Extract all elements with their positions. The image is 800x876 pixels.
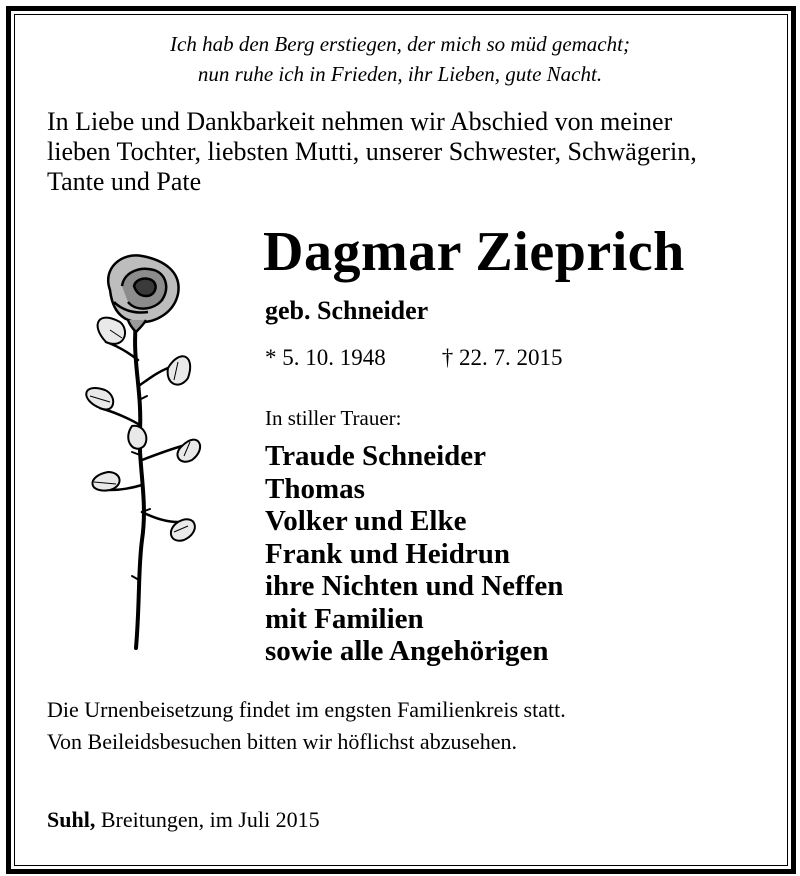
memorial-verse xyxy=(0,29,800,89)
verse-line: Ich hab den Berg erstiegen, der mich so müd gemacht; xyxy=(170,32,630,56)
mourner-entry: Thomas xyxy=(265,472,365,505)
maiden-name: geb. Schneider xyxy=(265,296,429,325)
notice-line: Von Beileidsbesuchen bitten wir höflichst abzusehen. xyxy=(47,729,518,754)
farewell-line: Tante und Pate xyxy=(47,167,202,196)
place-rest: Breitungen, im Juli 2015 xyxy=(95,807,320,832)
rose-icon xyxy=(70,250,205,655)
farewell-line: In Liebe und Dankbarkeit nehmen wir Abschied von meiner xyxy=(47,107,673,136)
verse-line: nun ruhe ich in Frieden, ihr Lieben, gute Nacht. xyxy=(197,62,603,86)
farewell-line: lieben Tochter, liebsten Mutti, unserer Schwester, Schwägerin, xyxy=(47,137,697,166)
life-dates xyxy=(265,343,563,373)
death-date: † 22. 7. 2015 xyxy=(441,345,563,370)
birth-date: * 5. 10. 1948 xyxy=(265,345,386,370)
mourner-entry: mit Familien xyxy=(265,602,424,635)
mourner-entry: sowie alle Angehörigen xyxy=(265,635,549,667)
deceased-name: Dagmar Zieprich xyxy=(263,221,685,283)
mourners-list xyxy=(265,440,563,668)
mourner-entry: Volker und Elke xyxy=(265,505,467,537)
place-city: Suhl, xyxy=(47,807,96,832)
mourner-entry: ihre Nichten und Neffen xyxy=(265,570,564,602)
mourner-entry: Traude Schneider xyxy=(265,440,486,472)
farewell-text xyxy=(47,107,767,197)
mourning-heading: In stiller Trauer: xyxy=(265,406,402,430)
place-and-date xyxy=(47,805,320,835)
notice-line: Die Urnenbeisetzung findet im engsten Familienkreis statt. xyxy=(47,697,566,722)
funeral-notice xyxy=(47,694,566,758)
mourner-entry: Frank und Heidrun xyxy=(265,537,510,570)
